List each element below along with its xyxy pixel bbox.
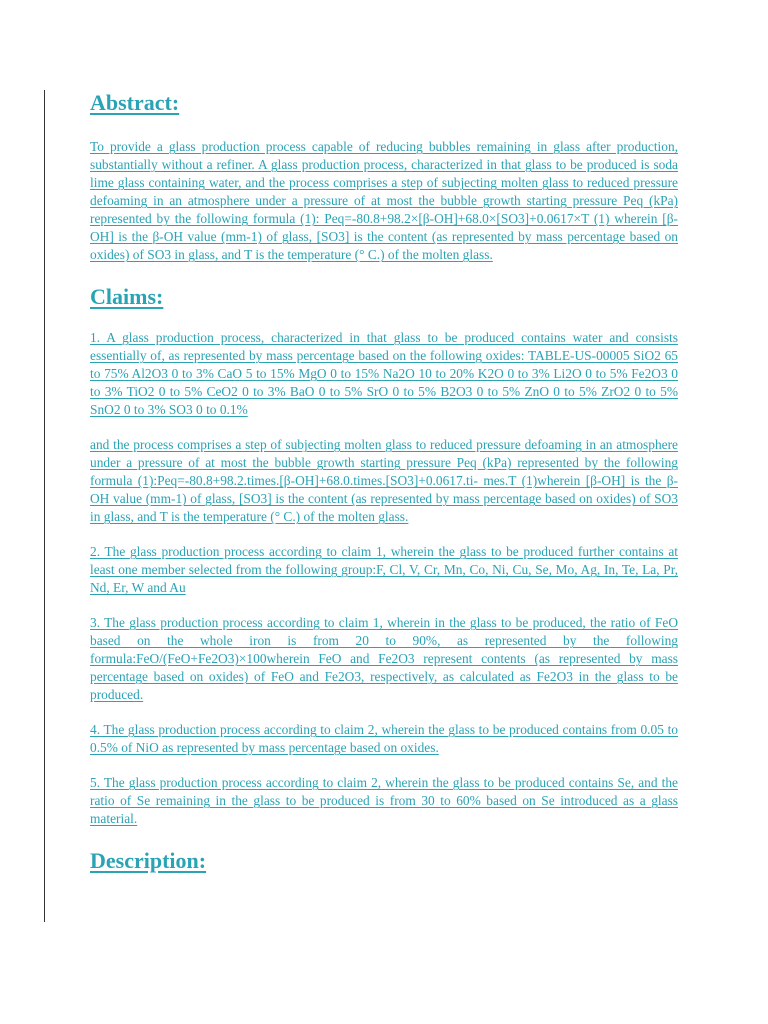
claim-3: 3. The glass production process according to claim 1, wherein in the glass to be produced, the ratio of FeO based on the whole iron is from 20 to 90%, as represented by the following formula:FeO/(FeO+Fe2O3)×100wherein FeO and Fe2O3 represent contents (as represented by mass percentage based on oxides) of FeO and Fe2O3, respectively, as calculated as Fe2O3 in the glass to be produced.: [90, 615, 678, 702]
claim-1-continuation: and the process comprises a step of subjecting molten glass to reduced pressure defoaming in an atmosphere under a pressure of at most the bubble growth starting pressure Peq (kPa) represented by the following formula (1):Peq=-80.8+98.2.times.[β-OH]+68.0.times.[SO3]+0.0617.ti- mes.T (1)wherein [β-OH] is the β-OH value (mm-1) of glass, [SO3] is the content (as represented by mass percentage based on oxides) of SO3 in glass, and T is the temperature (° C.) of the molten glass.: [90, 437, 678, 524]
claim-1: 1. A glass production process, characterized in that glass to be produced contains water and consists essentially of, as represented by mass percentage based on the following oxides: TABLE-US-00005 SiO2 65 to 75% Al2O3 0 to 3% CaO 5 to 15% MgO 0 to 15% Na2O 10 to 20% K2O 0 to 3% Li2O 0 to 5% Fe2O3 0 to 3% TiO2 0 to 5% CeO2 0 to 3% BaO 0 to 5% SrO 0 to 5% B2O3 0 to 5% ZnO 0 to 5% ZrO2 0 to 5% SnO2 0 to 3% SO3 0 to 0.1%: [90, 330, 678, 417]
left-margin-rule: [44, 90, 45, 922]
abstract-heading: Abstract:: [90, 90, 180, 115]
claim-4: 4. The glass production process according to claim 2, wherein the glass to be produced contains from 0.05 to 0.5% of NiO as represented by mass percentage based on oxides.: [90, 722, 678, 755]
description-heading: Description:: [90, 848, 207, 873]
claim-2: 2. The glass production process according to claim 1, wherein the glass to be produced further contains at least one member selected from the following group:F, Cl, V, Cr, Mn, Co, Ni, Cu, Se, Mo, Ag, In, Te, La, Pr, Nd, Er, W and Au: [90, 544, 678, 595]
claim-5: 5. The glass production process according to claim 2, wherein the glass to be produced contains Se, and the ratio of Se remaining in the glass to be produced is from 30 to 60% based on Se introduced as a glass material.: [90, 775, 678, 826]
claims-heading: Claims:: [90, 284, 164, 309]
abstract-text: To provide a glass production process capable of reducing bubbles remaining in glass after production, substantially without a refiner. A glass production process, characterized in that glass to be produced is soda lime glass containing water, and the process comprises a step of subjecting molten glass to reduced pressure defoaming in an atmosphere under a pressure of at most the bubble growth starting pressure Peq (kPa) represented by the following formula (1): Peq=-80.8+98.2×[β-OH]+68.0×[SO3]+0.0617×T (1) wherein [β-OH] is the β-OH value (mm-1) of glass, [SO3] is the content (as represented by mass percentage based on oxides) of SO3 in glass, and T is the temperature (° C.) of the molten glass.: [90, 139, 678, 262]
document-body: [90, 88, 678, 876]
